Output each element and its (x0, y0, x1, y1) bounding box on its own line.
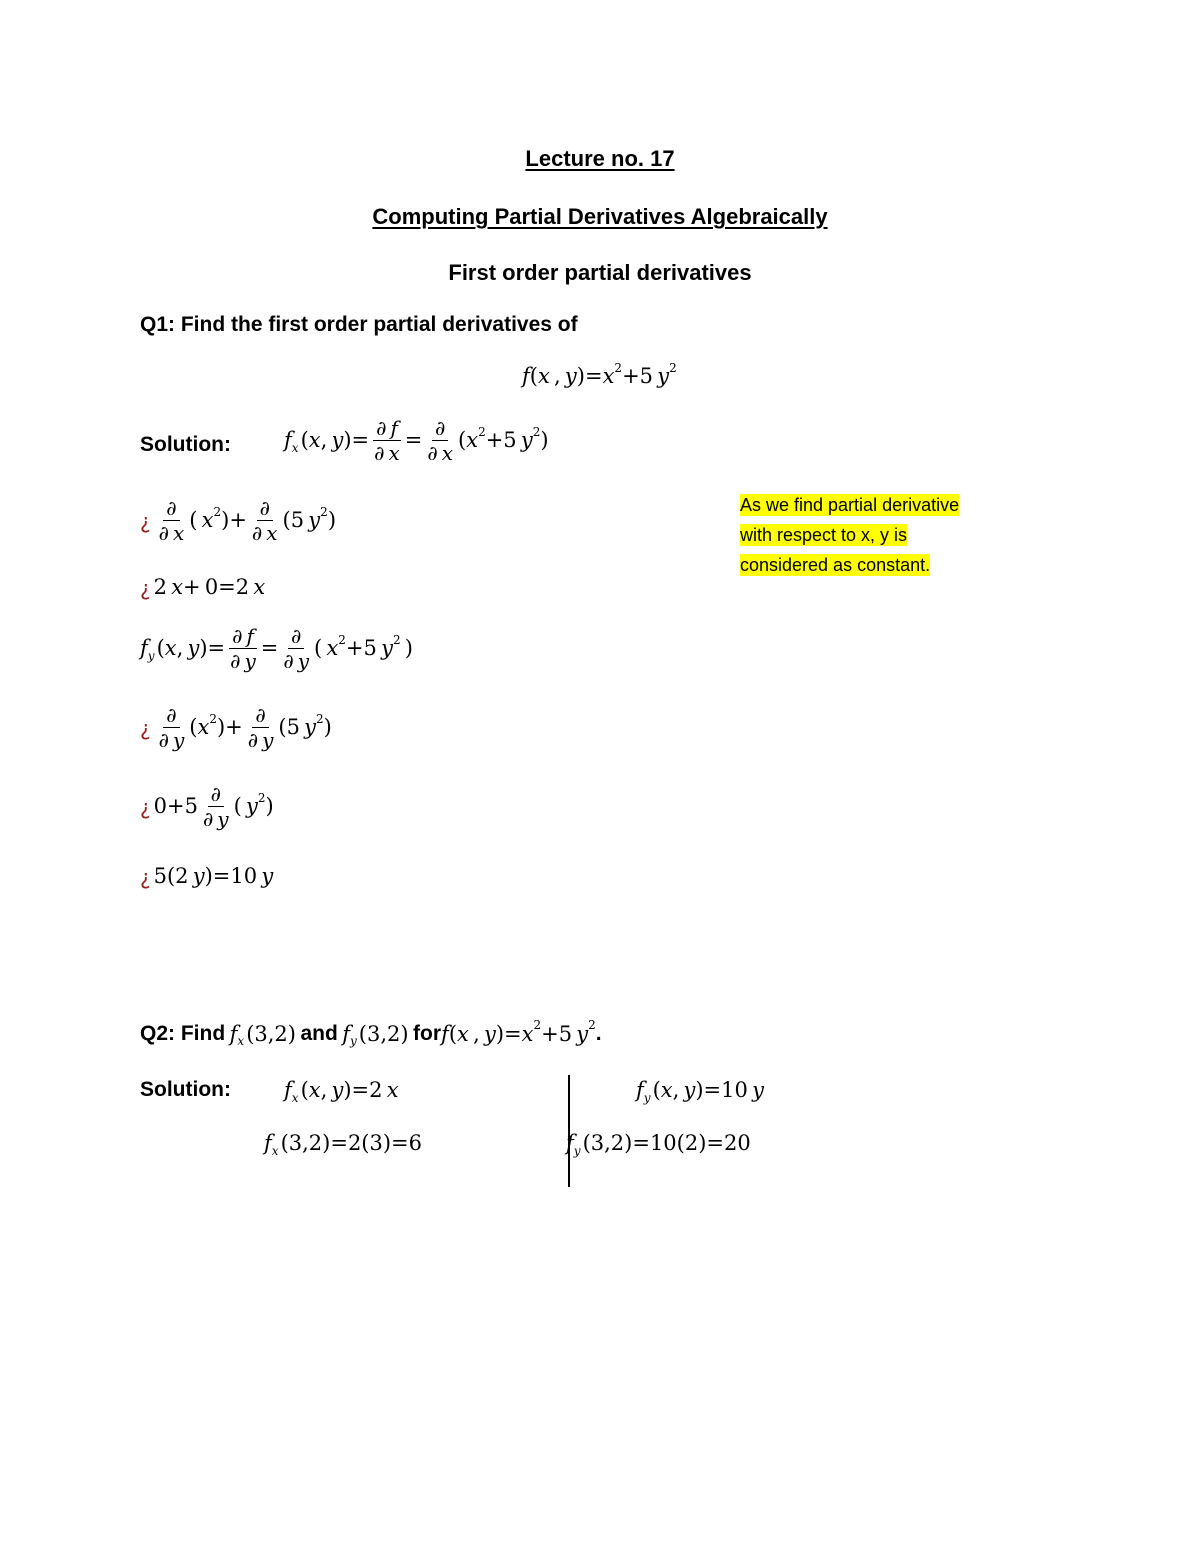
q1-step-fy-definition: f y ( x , y )= $\frac{\partial f}{\partial y}$ = $\frac{\partial}{\partial y}$ ( x 2 +5 y 2 ) (140, 624, 413, 673)
q2-fy-evaluated: f y (3,2)=10(2)=20 (566, 1131, 751, 1158)
q1-question: Q1: Find the first order partial derivatives of (140, 313, 578, 336)
q2-and: and (300, 1022, 338, 1045)
note-line-1: As we find partial derivative (740, 495, 960, 515)
q1-step-fx-definition: f x ( x , y )= $\frac{\partial f}{\partial x}$ = $\frac{\partial}{\partial x}$ ( x 2 +5 y 2 ) (284, 416, 549, 465)
q1-step-y-result: ¿ 5(2 y )=10 y (140, 864, 274, 889)
topic-title: Computing Partial Derivatives Algebraically (372, 204, 828, 229)
q2-prefix: Q2: Find (140, 1022, 226, 1045)
q1-solution-label: Solution: (140, 433, 231, 456)
q2-solution-label: Solution: (140, 1078, 231, 1101)
q2-question: Q2: Find f x (3,2) and f y (3,2) for f ( x , y )= x 2 +5 y 2 . (140, 1018, 602, 1048)
highlighted-note (740, 490, 1000, 580)
q1-step-y-constant: ¿ 0+5 $\frac{\partial}{\partial y}$ ( y 2 ) (140, 782, 274, 831)
q2-fy-expression: f y ( x , y )=10 y (636, 1078, 764, 1105)
q1-step-y-sum-rule: ¿ $\frac{\partial}{\partial y}$ ( x 2 )+ $\frac{\partial}{\partial y}$ (5 y 2 ) (140, 703, 332, 752)
note-line-2: with respect to x, y is (740, 525, 908, 545)
note-line-3: considered as constant. (740, 555, 931, 575)
lecture-title: Lecture no. 17 (525, 146, 675, 171)
q1-step-x-result: ¿ 2 x + 0=2 x (140, 575, 266, 600)
q2-for: for (413, 1022, 442, 1045)
q2-fx-expression: f x ( x , y )=2 x (284, 1078, 399, 1105)
q2-fx-evaluated: f x (3,2)=2(3)=6 (264, 1131, 423, 1158)
q1-step-x-sum-rule: ¿ $\frac{\partial}{\partial x}$ ( x 2 )+ $\frac{\partial}{\partial x}$ (5 y 2 ) (140, 496, 337, 545)
q1-function: f ( x , y )= x 2 +5 y 2 (522, 360, 677, 388)
section-title: First order partial derivatives (448, 260, 752, 285)
